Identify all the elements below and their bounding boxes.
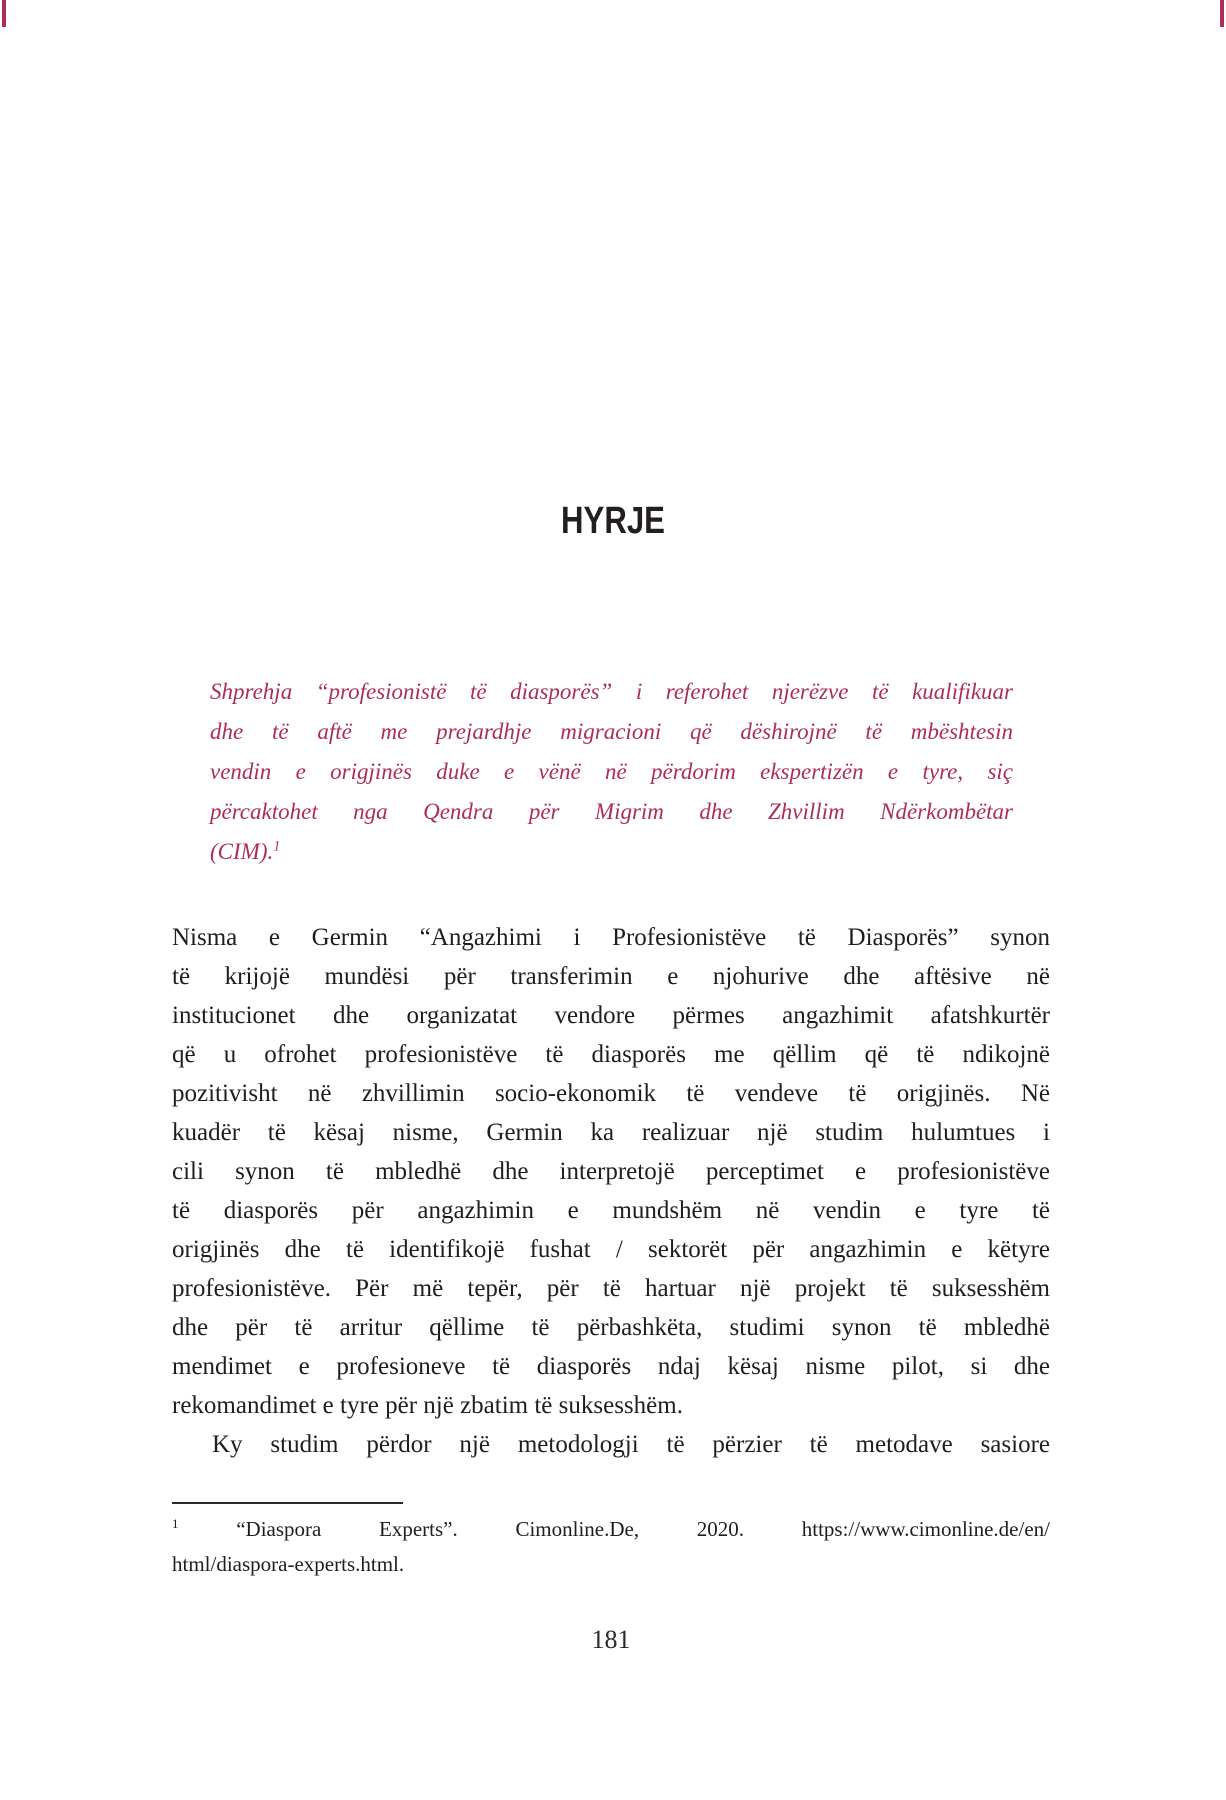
text-line: përcaktohet nga Qendra për Migrim dhe Zhvillim Ndërkombëtar [210,799,1013,824]
footnote-separator [172,1502,403,1504]
page-title: HYRJE [561,500,665,542]
text-line: që u ofrohet profesionistëve të diasporës me qëllim që të ndikojnë [172,1041,1050,1068]
text-line: rekomandimet e tyre për një zbatim të suksesshëm. [172,1392,683,1419]
text-line: Ky studim përdor një metodologji të përzier të metodave sasiore [212,1431,1050,1458]
text-line: të krijojë mundësi për transferimin e njohurive dhe aftësive në [172,963,1050,990]
text-line: vendin e origjinës duke e vënë në përdorim ekspertizën e tyre, siç [210,759,1013,784]
text-line: të diasporës për angazhimin e mundshëm në vendin e tyre të [172,1197,1050,1224]
text-line: dhe për të arritur qëllime të përbashkëta, studimi synon të mbledhë [172,1314,1050,1341]
text-line: mendimet e profesioneve të diasporës ndaj kësaj nisme pilot, si dhe [172,1353,1050,1380]
body-text [172,918,1050,1464]
text-line: cili synon të mbledhë dhe interpretojë perceptimet e profesionistëve [172,1158,1050,1185]
text-line: pozitivisht në zhvillimin socio-ekonomik të vendeve të origjinës. Në [172,1080,1050,1107]
quote-block [210,672,1013,872]
text-line: $^1$ “Diaspora Experts”. Cimonline.De, 2020. https://www.cimonline.de/en/ [172,1516,1050,1541]
crop-mark-top-left [2,0,6,27]
text-line: html/diaspora-experts.html. [172,1552,405,1576]
text-line: origjinës dhe të identifikojë fushat / sektorët për angazhimin e këtyre [172,1236,1050,1263]
text-line: dhe të aftë me prejardhje migracioni që dëshirojnë të mbështesin [210,719,1013,744]
page-number: 181 [591,1625,631,1654]
text-line: Nisma e Germin “Angazhimi i Profesionistëve të Diasporës” synon [172,924,1050,951]
text-line: kuadër të kësaj nisme, Germin ka realizuar një studim hulumtues i [172,1119,1050,1146]
text-line: institucionet dhe organizatat vendore përmes angazhimit afatshkurtër [172,1002,1050,1029]
footnote [172,1512,1050,1582]
crop-mark-top-right [1220,0,1224,27]
text-line: profesionistëve. Për më tepër, për të hartuar një projekt të suksesshëm [172,1275,1050,1302]
text-line: (CIM).$^1$ [210,838,281,864]
text-line: Shprehja “profesionistë të diasporës” i referohet njerëzve të kualifikuar [210,679,1013,704]
